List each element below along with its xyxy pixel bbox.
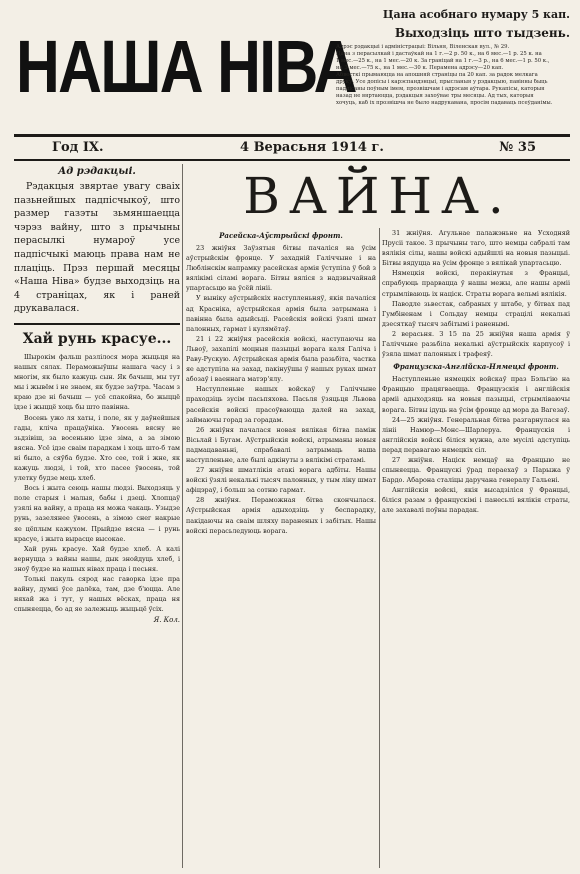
paragraph: Шырокім фальш разлілося мора жыцьця на нашых сялах. Пераможыўшы нашага часу і з многім, як было кажуць сын. Як бачыш, мы тут мы і жывём і не знаем, як будзе заўтра. Часам з краю дзе ні бачыш — усё спакойна, бо жыццё ідзе і жыццё хоць бы што павінна. bbox=[14, 352, 180, 412]
masthead-divider bbox=[14, 134, 570, 137]
newspaper-page bbox=[14, 6, 570, 868]
paragraph: Толькі пакуль сярод нас гаворка ідзе пра вайну, думкі ўсе далёка, там, дзе б'юцца. Але няхай жа і тут, у нашых вёсках, праца ня спыняецца, бо ад яе залежыць жыцьцё ўсіх. bbox=[14, 575, 180, 614]
masthead bbox=[14, 6, 570, 134]
paragraph: Нямецкія войскі, перакінутыя з Францыі, спрабуюць прарвацца ў нашы межы, але нашы арміі стрымліваюць іх націск. Страты ворага вельмі вялікія. bbox=[382, 269, 570, 298]
paragraph: Паводле зьвестак, сабраных у штабе, у бітвах пад Гумбіненам і Сольдау немцы страцілі некалькі дзесяткаў тысяч забітымі і раненымі. bbox=[382, 299, 570, 328]
paragraph: 2 верасьня. З 15 па 25 жніўня наша армія ў Галіччыне разьбіла некалькі аўстрыйскіх карпусоў і ўзяла шмат палонных і трафеяў. bbox=[382, 329, 570, 359]
war-report-body bbox=[186, 243, 376, 536]
column-divider bbox=[182, 164, 183, 868]
paragraph: 28 жніўня. Пераможная бітва скончылася. Аўстрыйская армія адыходзіць у беспарадку, пакідаючы на сваім шляху параненых і забітых. Нашы войскі перасьледуюць ворага. bbox=[186, 496, 376, 535]
author-signature: Я. Кол. bbox=[153, 616, 180, 625]
paragraph: Наступленьне нашых войскаў у Галіччыне праходзіць зусім пасьпяхова. Пасьля ўзяцьця Львова расейскія войскі прасоўваюцца далей на захад, займаючы горад за горадам. bbox=[186, 385, 376, 424]
section-subheading: Французска-Англійска-Нямецкі фронт. bbox=[393, 362, 559, 372]
paragraph: Вось і жыта сеюць нашы людзі. Выходзяць у поле старыя і малыя, бабы і дзеці. Хлопцаў узялі на вайну, а праца ня можа чакаць. Узыдзе рунь, зазелянее ўвосень, а зімою снег накрые яе цёплым кажухом. Прыйдзе вясна — і рунь красуе, і жыта вырасце высокае. bbox=[14, 484, 180, 543]
left-column bbox=[14, 164, 180, 868]
paragraph: У выніку аўстрыйскіх наступленьняў, якія пачаліся ад Красніка, аўстрыйская армія была затрымана і павінна была адыйсьці. Расейскія войскі ўзялі шмат палонных, гармат і кулямётаў. bbox=[186, 294, 376, 333]
fine-line: Абвесткі прымаюцца на апошняй страніцы па 20 кап. за радок мелкага bbox=[336, 72, 538, 78]
issue-divider bbox=[14, 159, 570, 161]
fine-line: друку. Усе допісы і карэспандэнцыі, прысланыя у рэдакцыю, павінны быць bbox=[336, 79, 548, 85]
fine-line: Цана з перасылкай і дастаўкай на 1 г.—2 р. 50 к., на 6 мес.—1 р. 25 к. на bbox=[336, 51, 542, 57]
paragraph: Восень ужо ля хаты, і поле, як у даўнейшыя гады, кліча працаўніка. Увосень вясну не зьдзівіш, за восеньню ідзе зіма, а за зімою вясна. Усё ідзе сваім парадкам і хоць што-б там ні было, а сяўба будзе. Хто сее, той і жне, як кажуць людзі, і той, хто пасее ўвосень, той улетку будзе мець хлеб. bbox=[14, 413, 180, 483]
fine-line: 1 мес.—25 к., на 1 мес.—20 к. За граніцай на 1 г.—3 р., на 6 мес.—1 р. 50 к., bbox=[336, 58, 550, 64]
article-title: Хай рунь красуе... bbox=[22, 330, 172, 347]
middle-column bbox=[186, 228, 376, 868]
war-report-body bbox=[382, 374, 570, 515]
paragraph: 27 жніўня шматлікія атакі ворага адбіты. Нашы войскі ўзялі некалькі тысяч палонных, у тым ліку шмат афіцэраў, і больш за сотню гармат. bbox=[186, 466, 376, 495]
section-divider bbox=[14, 323, 180, 325]
paragraph: 27 жніўня. Націск немцаў на Францыю не спыняецца. Францускі ўрад пераехаў з Парыжа ў Бардо. Абарона сталіцы даручана генералу Гальені. bbox=[382, 455, 570, 485]
paragraph: 21 і 22 жніўня расейскія войскі, наступаючы на Львоў, захапілі моцныя пазыцыі ворага каля Галіча і Раву-Рускую. Аўстрыйская армія была разьбіта, частка яе адступіла на захад, пакінуўшы ў нашых руках шмат абозаў і ваеннага матэр'ялу. bbox=[186, 334, 376, 384]
subscription-info bbox=[336, 44, 570, 107]
paragraph: 24—25 жніўня. Генеральная бітва разгарнулася на лініі Намюр—Монс—Шарлеруа. Францускія і англійскія войскі біліся мужна, але мусілі адступіць перад перавагаю нямецкіх сіл. bbox=[382, 415, 570, 454]
fine-line: Адрэс рэдакцыі і адміністрацыі: Вільня, Віленская вул., № 29. bbox=[336, 44, 510, 50]
issue-line bbox=[14, 138, 570, 158]
section-subheading: Расейска-Аўстрыйскі фронт. bbox=[219, 231, 343, 240]
weekly-line: Выходзіць што тыдзень. bbox=[394, 26, 570, 40]
fine-line: назад не вяртаюцца, рэдакцыя захоўвае тры месяцы. Ад тых, каторыя bbox=[336, 93, 534, 99]
masthead-info bbox=[336, 8, 570, 107]
right-column bbox=[382, 228, 570, 868]
issue-number: № 35 bbox=[499, 140, 536, 155]
article-body bbox=[14, 352, 180, 614]
newspaper-title: НАША НІВА bbox=[16, 25, 356, 108]
column-divider bbox=[379, 228, 380, 868]
paragraph: 31 жніўня. Агульнае палажэньне на Усходняй Прусіі такое. З прычыны таго, што немцы сабралі там вялікія сілы, нашы войскі адыйшлі на новыя пазыцыі. Бітвы вядуцца на ўсім фронце з вялікай упартасьцю. bbox=[382, 229, 570, 268]
price-line: Цана асобнаго нумару 5 кап. bbox=[382, 8, 570, 21]
fine-line: падпісаны поўным імем, прозвішчам і адрэсам аўтара. Рукапісы, каторыя bbox=[336, 86, 545, 92]
paragraph: Хай рунь красуе. Хай будзе хлеб. А калі вернуцца з вайны нашы, дык знойдуць хлеб, і зноў будзе на нашых нівах праца і песьня. bbox=[14, 544, 180, 573]
paragraph: 23 жніўня Заўзятыя бітвы пачаліся на ўсім аўстрыйскім фронце. У захадній Галіччыне і на Люблінскім напрамку расейская армія ўступіла ў бой з вялікімі сіламі ворага. Бітвы вяліся з надзвычайнай упартасьцю на ўсёй лініі. bbox=[186, 244, 376, 293]
fine-line: хочуць, каб іх прозвішча не было надрукавана, просім падаваць псеўданімы. bbox=[336, 100, 553, 106]
paragraph: Наступленьне нямецкіх войскаў праз Бэльгію на Францыю працягваецца. Французскія і англійскія арміі адыходзяць на новыя пазыцыі, стрымліваючы ворага. Бітвы ідуць на ўсім фронце ад мора да Вагезаў. bbox=[382, 375, 570, 414]
paragraph: 26 жніўня пачалася новая вялікая бітва паміж Вісьлай і Бугам. Аўстрыйскія войскі, атрыманы новыя падмацаваньні, спрабавалі затрымаць наша наступленьне, але былі адкінуты з вялікімі стратамі. bbox=[186, 425, 376, 464]
notice-text: Рэдакцыя звяртае увагу сваіх пазьнейшых падпісчыкоў, што размер газэты зьмяншаецца чэрэз вайну, што з прычыны перасылкі нумароў усе падпісчыкі маюць права нам не плаціць. Прэз першай месяцы «Наша Ніва» будзе выходзіць на 4 страніцах, як і раней друкавалася. bbox=[14, 181, 180, 315]
notice-heading: Ад рэдакцыі. bbox=[58, 166, 136, 177]
war-headline: ВАЙНА. bbox=[243, 167, 513, 225]
war-report-body bbox=[382, 228, 570, 359]
fine-line: на 3 мес.—75 к., на 1 мес.—30 к. Перамена адрэсу—20 кап. bbox=[336, 65, 504, 71]
issue-date: 4 Верасьня 1914 г. bbox=[240, 140, 384, 155]
paragraph: Англійскія войскі, якія высадзіліся ў Францыі, біліся разам з францускімі і панесьлі вялікія страты, але захавалі поўны парадак. bbox=[382, 486, 570, 515]
issue-year: Год IX. bbox=[52, 140, 104, 155]
